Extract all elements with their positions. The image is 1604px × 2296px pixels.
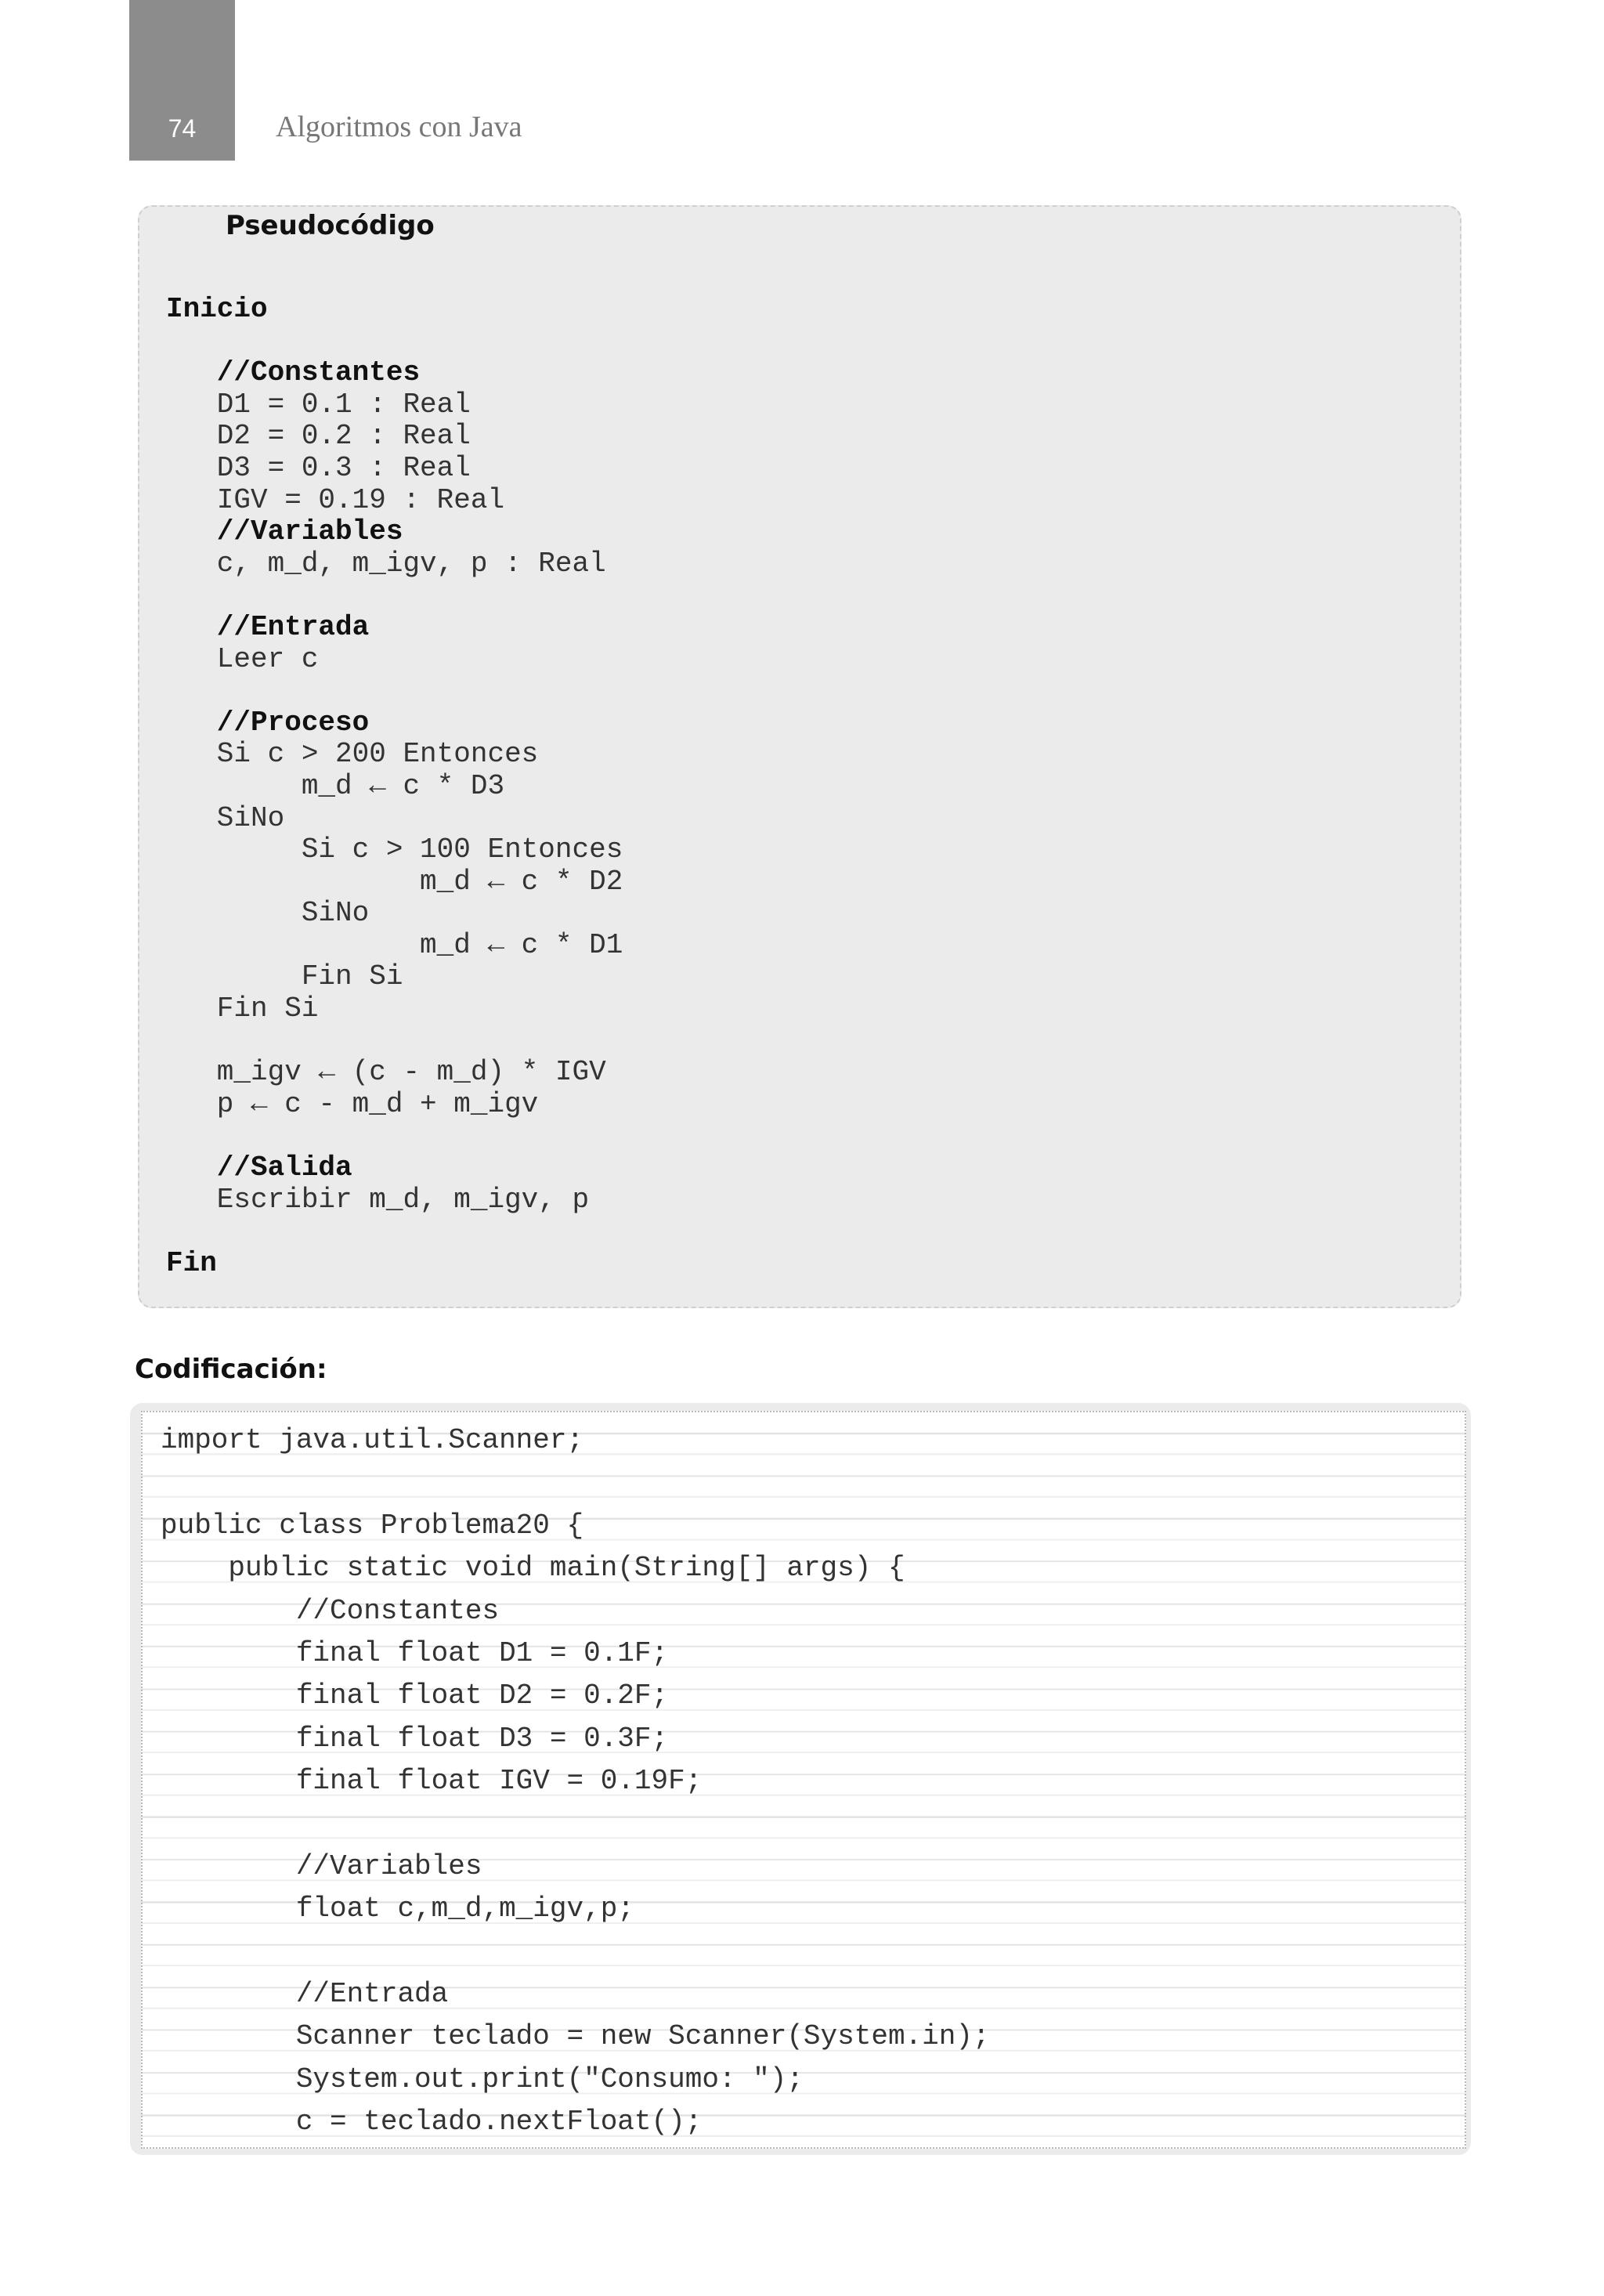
pseudocode-line: Fin Si [166,960,403,993]
pseudocode-line: //Entrada [166,610,370,643]
pseudocode-line: p ← c - m_d + m_igv [166,1087,539,1120]
pseudocode-line: SiNo [166,801,285,834]
pseudocode-line [166,1025,623,1058]
pseudocode-line: D2 = 0.2 : Real [166,420,471,453]
pseudocode-line: Leer c [166,642,319,675]
pseudocode-line: //Constantes [166,356,421,389]
code-line: public class Problema20 { [161,1509,584,1542]
code-line: //Variables [161,1849,482,1882]
pseudocode-line [166,580,623,612]
code-line [161,1462,990,1504]
code-line [161,1931,990,1973]
pseudocode-listing [166,294,623,1279]
pseudocode-line: Si c > 100 Entonces [166,833,623,866]
pseudocode-line: //Salida [166,1152,352,1184]
running-title: Algoritmos con Java [276,110,522,143]
pseudocode-line [166,675,623,707]
pseudocode-line: //Variables [166,515,403,548]
pseudocode-heading: Pseudocódigo [226,210,435,241]
code-line: //Entrada [161,1978,449,2011]
pseudocode-line: Fin Si [166,993,319,1025]
pseudocode-line [166,1120,623,1152]
code-line: Scanner teclado = new Scanner(System.in); [161,2020,990,2053]
pseudocode-line: m_igv ← (c - m_d) * IGV [166,1056,606,1089]
pseudocode-line: D1 = 0.1 : Real [166,388,471,421]
pseudocode-line: Si c > 200 Entonces [166,738,539,771]
coding-heading: Codificación: [135,1354,327,1385]
page-number: 74 [168,114,197,143]
code-line: final float D1 = 0.1F; [161,1636,669,1669]
pseudocode-line [166,1216,623,1248]
pseudocode-line [166,326,623,358]
pseudocode-line: Inicio [166,293,268,325]
pseudocode-line: Fin [166,1246,217,1279]
pseudocode-line: Escribir m_d, m_igv, p [166,1183,590,1216]
code-line: public static void main(String[] args) { [161,1552,905,1585]
pseudocode-line: //Proceso [166,706,370,739]
pseudocode-line: IGV = 0.19 : Real [166,483,505,516]
pseudocode-line: m_d ← c * D1 [166,928,623,961]
java-code-listing [161,1419,990,2144]
pseudocode-line: SiNo [166,897,370,930]
pseudocode-line: D3 = 0.3 : Real [166,451,471,484]
pseudocode-line: m_d ← c * D3 [166,769,505,802]
code-line: import java.util.Scanner; [161,1424,584,1456]
code-line: float c,m_d,m_igv,p; [161,1893,634,1925]
code-line: final float IGV = 0.19F; [161,1765,703,1798]
pseudocode-line: m_d ← c * D2 [166,865,623,898]
code-line [161,1803,990,1846]
pseudocode-line: c, m_d, m_igv, p : Real [166,547,606,580]
code-line: final float D3 = 0.3F; [161,1722,669,1755]
code-line: //Constantes [161,1594,500,1627]
code-line: c = teclado.nextFloat(); [161,2106,703,2139]
code-line: final float D2 = 0.2F; [161,1680,669,1712]
code-line: System.out.print("Consumo: "); [161,2063,804,2095]
